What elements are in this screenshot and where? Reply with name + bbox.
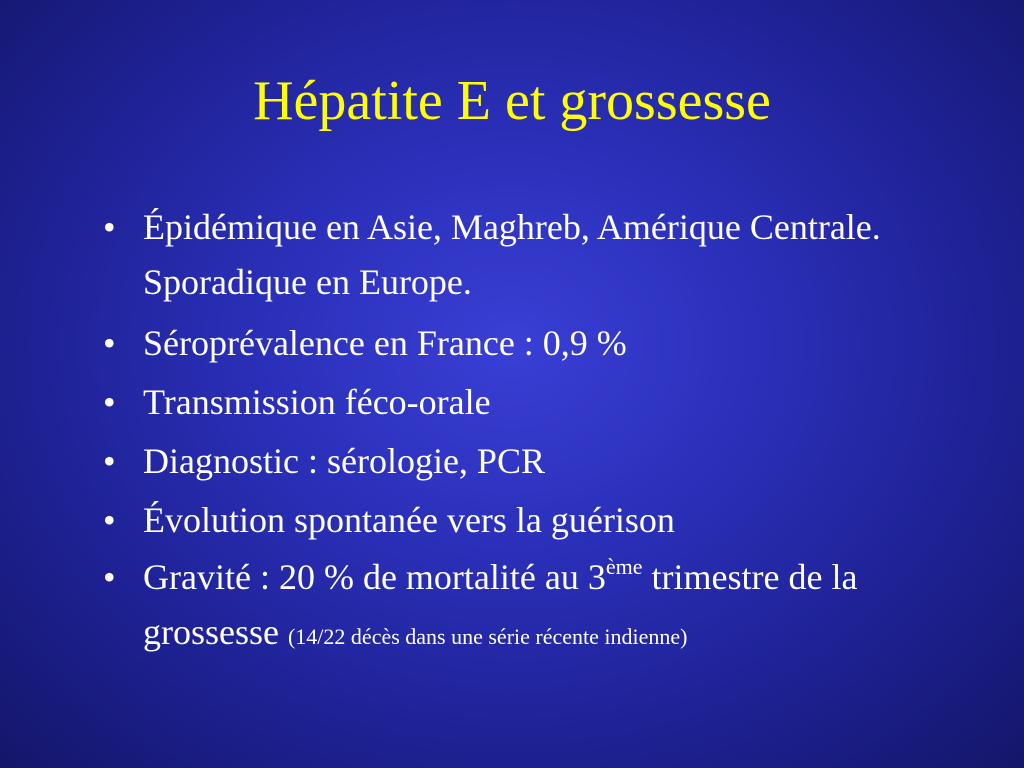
bullet-text: Séroprévalence en France : 0,9 % bbox=[143, 323, 627, 363]
bullet-item-diagnostic bbox=[103, 432, 983, 491]
superscript-ordinal: ème bbox=[605, 554, 643, 579]
bullet-marker: • bbox=[103, 207, 116, 247]
bullet-item-epidemic bbox=[103, 200, 983, 310]
bullet-item-transmission bbox=[103, 373, 983, 432]
bullet-marker: • bbox=[103, 382, 116, 422]
bullet-text-continued: trimestre de la grossesse bbox=[143, 557, 858, 652]
bullet-item-severity bbox=[103, 550, 983, 660]
bullet-item-seroprevalence bbox=[103, 314, 983, 373]
bullet-marker: • bbox=[103, 557, 116, 597]
bullet-text: Évolution spontanée vers la guérison bbox=[143, 500, 675, 540]
bullet-marker: • bbox=[103, 441, 116, 481]
bullet-text: Gravité : 20 % de mortalité au 3 bbox=[143, 557, 606, 597]
bullet-marker: • bbox=[103, 323, 116, 363]
bullet-text: Diagnostic : sérologie, PCR bbox=[143, 441, 545, 481]
bullet-item-evolution bbox=[103, 491, 983, 550]
bullet-text: Transmission féco-orale bbox=[143, 382, 491, 422]
bullet-text: Épidémique en Asie, Maghreb, Amérique Centrale. Sporadique en Europe. bbox=[143, 207, 881, 302]
bullet-note: (14/22 décès dans une série récente indienne) bbox=[287, 624, 688, 649]
slide-title: Hépatite E et grossesse bbox=[253, 70, 771, 132]
bullet-list bbox=[103, 200, 983, 664]
bullet-marker: • bbox=[103, 500, 116, 540]
